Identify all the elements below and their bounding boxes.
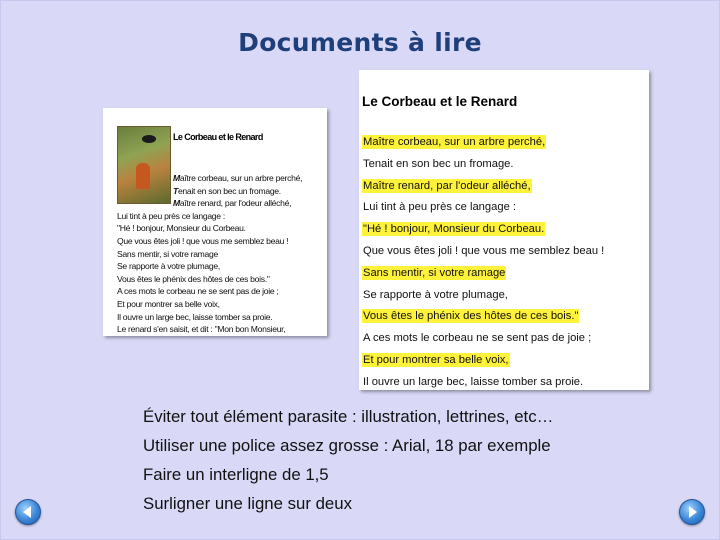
- thumbnail-line-text: Sans mentir, si votre ramage: [117, 248, 218, 259]
- thumbnail-line: [117, 298, 323, 311]
- thumbnail-text: [117, 172, 323, 336]
- arrow-left-icon: [23, 506, 31, 518]
- thumbnail-line-text: Vous êtes le phénix des hôtes de ces bois.": [117, 273, 270, 284]
- document-line-text: Tenait en son bec un fromage.: [363, 157, 514, 170]
- document-line-text: "Hé ! bonjour, Monsieur du Corbeau.: [363, 223, 545, 236]
- next-slide-button[interactable]: [679, 499, 705, 525]
- thumbnail-line: [117, 172, 323, 185]
- highlighted-line: [362, 352, 646, 374]
- document-title: Le Corbeau et le Renard: [362, 94, 518, 109]
- drop-cap-letter: T: [173, 185, 178, 196]
- document-line: [362, 330, 646, 352]
- document-line-text: Que vous êtes joli ! que vous me semblez beau !: [363, 244, 605, 257]
- recommendation-item: Utiliser une police assez grosse : Arial, 18 par exemple: [143, 436, 551, 455]
- thumbnail-line-text: Le renard s'en saisit, et dit : "Mon bon Monsieur,: [117, 324, 286, 335]
- thumbnail-line-text: "Hé ! bonjour, Monsieur du Corbeau.: [117, 223, 246, 234]
- document-line-text: Et pour montrer sa belle voix,: [363, 353, 509, 366]
- previous-slide-button[interactable]: [15, 499, 41, 525]
- slide-title: Documents à lire: [238, 28, 482, 57]
- adapted-document: [359, 70, 649, 390]
- thumbnail-title: Le Corbeau et le Renard: [173, 132, 263, 142]
- thumbnail-line: [117, 197, 323, 210]
- document-line: [362, 243, 646, 265]
- document-line: [362, 199, 646, 221]
- thumbnail-line: [117, 260, 323, 273]
- highlighted-line: [362, 134, 646, 156]
- thumbnail-line-text: aître corbeau, sur un arbre perché,: [179, 173, 303, 183]
- document-line-text: Lui tint à peu près ce langage :: [363, 201, 517, 214]
- thumbnail-line: [117, 222, 323, 235]
- highlighted-line: [362, 178, 646, 200]
- document-line-text: Il ouvre un large bec, laisse tomber sa proie.: [363, 375, 584, 388]
- crow-shape: [142, 135, 156, 143]
- recommendations-list: [143, 404, 663, 520]
- thumbnail-line: [117, 273, 323, 286]
- document-line-text: Vous êtes le phénix des hôtes de ces bois.": [363, 310, 579, 323]
- drop-cap-letter: M: [173, 198, 180, 209]
- recommendation-item: Faire un interligne de 1,5: [143, 465, 329, 484]
- thumbnail-line: [117, 235, 323, 248]
- thumbnail-line-text: enait en son bec un fromage.: [177, 185, 281, 196]
- document-line-text: Sans mentir, si votre ramage: [363, 266, 506, 279]
- recommendation-item: Surligner une ligne sur deux: [143, 494, 352, 513]
- highlighted-line: [362, 265, 646, 287]
- thumbnail-line: [117, 323, 323, 336]
- highlighted-line: [362, 221, 646, 243]
- thumbnail-line: [117, 248, 323, 261]
- thumbnail-line: [117, 185, 323, 198]
- document-line-text: Maître corbeau, sur un arbre perché,: [363, 136, 546, 148]
- thumbnail-line-text: A ces mots le corbeau ne se sent pas de joie ;: [117, 286, 279, 297]
- thumbnail-line: [117, 210, 323, 223]
- document-line: [362, 374, 646, 396]
- thumbnail-line-text: aître renard, par l'odeur alléché,: [179, 198, 292, 209]
- highlighted-line: [362, 308, 646, 330]
- thumbnail-line-text: Il ouvre un large bec, laisse tomber sa proie.: [117, 311, 273, 322]
- arrow-right-icon: [689, 506, 697, 518]
- thumbnail-line: [117, 311, 323, 324]
- thumbnail-line-text: Et pour montrer sa belle voix,: [117, 298, 220, 309]
- document-line: [362, 287, 646, 309]
- document-line-text: Se rapporte à votre plumage,: [363, 288, 508, 301]
- thumbnail-line-text: Lui tint à peu près ce langage :: [117, 210, 225, 221]
- thumbnail-line-text: Se rapporte à votre plumage,: [117, 261, 220, 272]
- thumbnail-line: [117, 285, 323, 298]
- document-text: [362, 134, 646, 396]
- drop-cap-letter: M: [173, 173, 180, 183]
- recommendation-item: Éviter tout élément parasite : illustration, lettrines, etc…: [143, 407, 554, 426]
- original-document-thumbnail: [103, 108, 327, 336]
- document-line: [362, 156, 646, 178]
- document-line-text: A ces mots le corbeau ne se sent pas de joie ;: [363, 332, 592, 345]
- document-line-text: Maître renard, par l'odeur alléché,: [363, 179, 531, 192]
- thumbnail-line-text: Que vous êtes joli ! que vous me semblez beau !: [117, 235, 289, 246]
